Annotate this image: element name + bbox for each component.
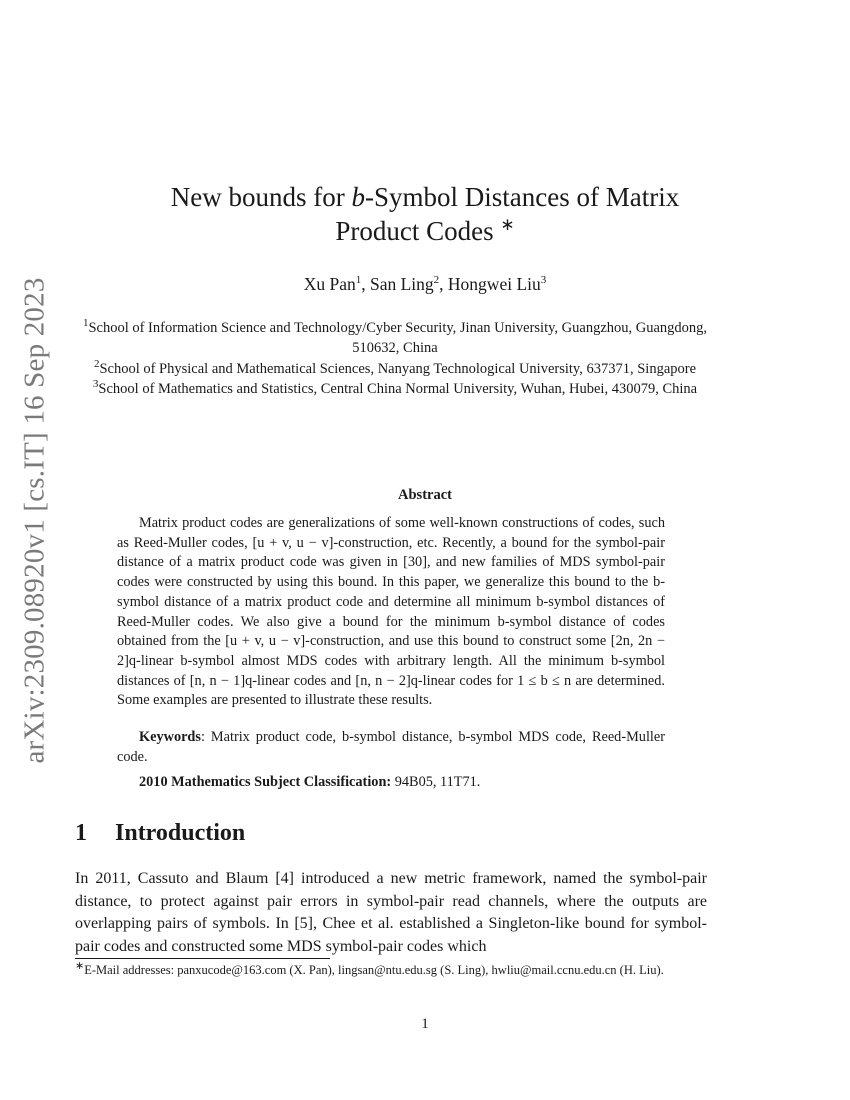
author-affiliation-mark: 2	[433, 274, 440, 287]
author-name: San Ling	[369, 274, 434, 294]
author-name: Xu Pan	[303, 274, 356, 294]
msc-classification	[139, 773, 665, 793]
footnote-text: E-Mail addresses: panxucode@163.com (X. Pan), lingsan@ntu.edu.sg (S. Ling), hwliu@mail.ccnu.edu.cn (H. Liu).	[84, 963, 664, 977]
section-heading	[75, 820, 245, 847]
msc-label: 2010 Mathematics Subject Classification:	[139, 774, 392, 790]
title-line-2-text: Product Codes	[335, 216, 494, 246]
section-title: Introduction	[115, 820, 246, 846]
title-variable: b	[351, 182, 365, 212]
author-separator: ,	[439, 274, 448, 294]
affiliation	[75, 379, 715, 399]
abstract-body: Matrix product codes are generalizations of some well-known constructions of codes, such as Reed-Muller codes, [u + v, u − v]-construction, etc. Recently, a bound for the symbol-pair distance of a matrix product code was given in [30], and new families of MDS symbol-pair codes were constructed by using this bound. In this paper, we generalize this bound to the b-symbol distance of a matrix product code and determine all minimum b-symbol distances of Reed-Muller codes. We also give a bound for the minimum b-symbol distance of codes obtained from the [u + v, u − v]-construction, and use this bound to construct some [2n, 2n − 2]q-linear b-symbol almost MDS codes with arbitrary length. All the minimum b-symbol distances of [n, n − 1]q-linear codes and [n, n − 2]q-linear codes for 1 ≤ b ≤ n are determined. Some examples are presented to illustrate these results.	[117, 515, 665, 709]
title-footnote-mark: ∗	[500, 215, 515, 234]
author-affiliation-mark: 1	[355, 274, 362, 287]
author-separator: ,	[361, 274, 370, 294]
affiliation-text: School of Physical and Mathematical Sciences, Nanyang Technological University, 637371, Singapore	[99, 360, 697, 377]
affiliation	[75, 359, 715, 379]
title-line-1	[0, 180, 850, 214]
affiliation-number: 1	[82, 317, 89, 330]
affiliation-text: School of Information Science and Technology/Cyber Security, Jinan University, Guangzhou, Guangdong, 510632, China	[88, 320, 708, 357]
footnote-divider	[75, 958, 330, 959]
msc-codes: 94B05, 11T71.	[391, 774, 481, 790]
title-suffix: -Symbol Distances of Matrix	[365, 182, 680, 212]
title-prefix: New bounds for	[170, 182, 352, 212]
affiliation-text: School of Mathematics and Statistics, Central China Normal University, Wuhan, Hubei, 430079, China	[98, 380, 698, 397]
affiliation-number: 3	[92, 378, 99, 391]
affiliation-list	[75, 318, 715, 399]
introduction-paragraph: In 2011, Cassuto and Blaum [4] introduced a new metric framework, named the symbol-pair distance, to protect against pair errors in symbol-pair read channels, where the outputs are overlapping pairs of symbols. In [5], Chee et al. established a Singleton-like bound for symbol-pair codes and constructed some MDS symbol-pair codes which	[75, 870, 707, 955]
section-number: 1	[75, 820, 87, 846]
author-affiliation-mark: 3	[540, 274, 547, 287]
footnote-mark: ∗	[75, 959, 85, 972]
keywords-paragraph	[117, 728, 665, 767]
footnote	[75, 959, 707, 979]
keywords-label: Keywords	[139, 729, 201, 745]
author-list	[0, 274, 850, 295]
title-line-2	[0, 214, 850, 248]
arxiv-identifier-stamp	[12, 276, 58, 764]
affiliation-number: 2	[93, 357, 100, 370]
paper-title	[0, 180, 850, 248]
keywords-text: : Matrix product code, b-symbol distance, b-symbol MDS code, Reed-Muller code.	[117, 729, 665, 765]
abstract-heading: Abstract	[398, 487, 452, 503]
author-name: Hongwei Liu	[447, 274, 541, 294]
affiliation	[75, 318, 715, 359]
arxiv-identifier-text: arXiv:2309.08920v1 [cs.IT] 16 Sep 2023	[18, 276, 51, 764]
page-number: 1	[421, 1016, 429, 1032]
